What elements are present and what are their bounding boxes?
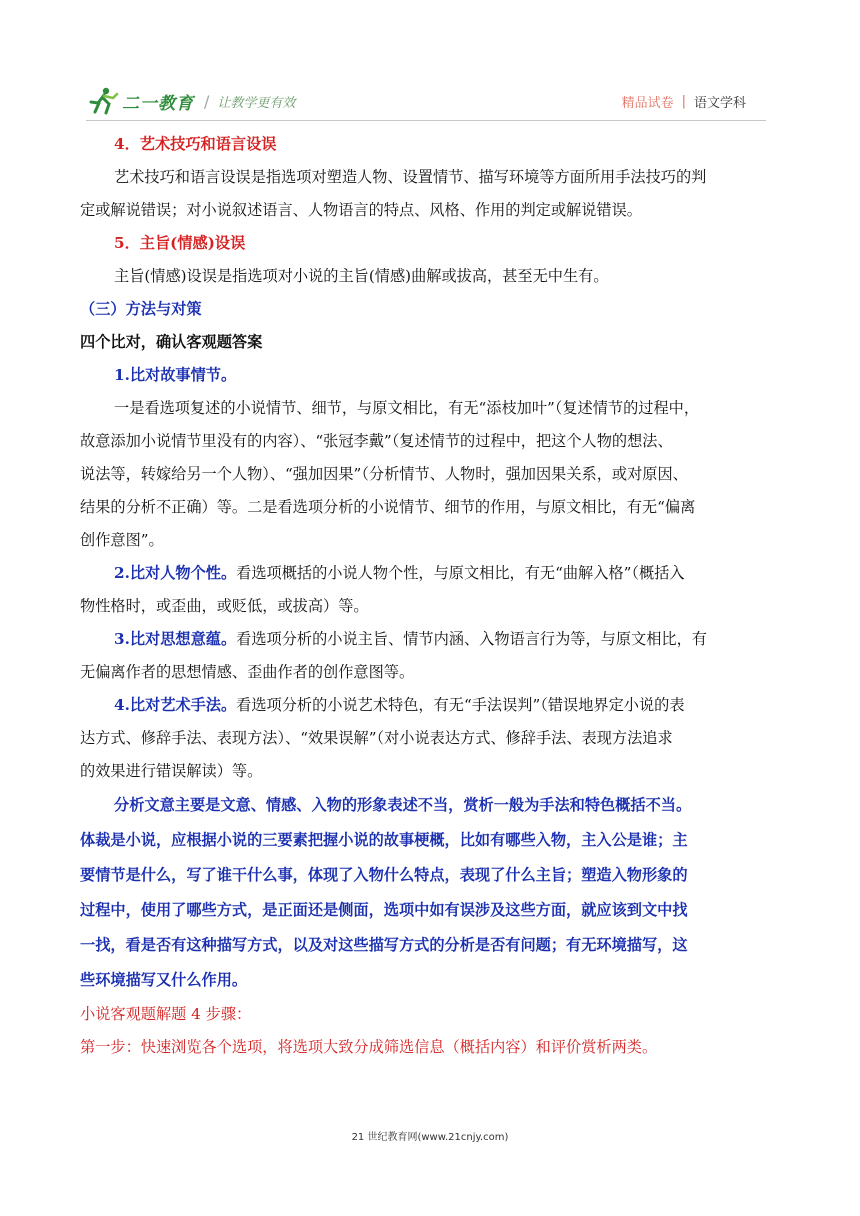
paragraph-line: 的效果进行错误解读）等。 bbox=[80, 762, 263, 780]
compare-2-line bbox=[80, 557, 770, 590]
compare-4-line bbox=[80, 689, 770, 722]
logo-name: 二一教育 bbox=[122, 93, 194, 114]
paragraph-line: 无偏离作者的思想情感、歪曲作者的创作意图等。 bbox=[80, 663, 415, 681]
compare-4-text: 看选项分析的小说艺术特色，有无“手法误判”（错误地界定小说的表 bbox=[236, 696, 685, 714]
header-divider: | bbox=[681, 94, 686, 109]
page-header bbox=[86, 80, 766, 120]
paragraph-line: 故意添加小说情节里没有的内容）、“张冠李戴”（复述情节的过程中，把这个人物的想法、 bbox=[80, 432, 673, 450]
logo-separator: / bbox=[204, 91, 210, 111]
compare-3-line bbox=[80, 623, 770, 656]
logo-slogan: 让教学更有效 bbox=[217, 95, 296, 111]
paragraph-line: 艺术技巧和语言设误是指选项对塑造人物、设置情节、描写环境等方面所用手法技巧的判 bbox=[114, 168, 707, 186]
compare-1-heading: 1.比对故事情节。 bbox=[114, 366, 237, 384]
subheading: 四个比对，确认客观题答案 bbox=[80, 333, 263, 351]
section-4-heading: 4．艺术技巧和语言设误 bbox=[114, 135, 277, 153]
summary-line: 分析文意主要是文意、情感、入物的形象表述不当，赏析一般为手法和特色概括不当。 bbox=[114, 796, 692, 814]
paragraph-line: 说法等，转嫁给另一个人物）、“强加因果”（分析情节、人物时，强加因果关系，或对原因、 bbox=[80, 465, 688, 483]
compare-2-label: 2.比对人物个性。 bbox=[114, 564, 237, 582]
section-3-heading: （三）方法与对策 bbox=[80, 300, 202, 318]
compare-2-text: 看选项概括的小说人物个性，与原文相比，有无“曲解入格”（概括入 bbox=[236, 564, 685, 582]
running-man-icon bbox=[86, 86, 120, 116]
header-rule bbox=[86, 120, 766, 121]
subject-label: 语文学科 bbox=[693, 96, 746, 111]
step-1-line: 第一步：快速浏览各个选项，将选项大致分成筛选信息（概括内容）和评价赏析两类。 bbox=[80, 1038, 658, 1056]
paragraph-line: 主旨(情感)设误是指选项对小说的主旨(情感)曲解或拔高，甚至无中生有。 bbox=[114, 267, 609, 285]
section-5-heading: 5．主旨(情感)设误 bbox=[114, 234, 246, 252]
compare-4-label: 4.比对艺术手法。 bbox=[114, 696, 237, 714]
paragraph-line: 结果的分析不正确）等。二是看选项分析的小说情节、细节的作用，与原文相比，有无“偏离 bbox=[80, 498, 696, 516]
summary-line: 些环境描写又什么作用。 bbox=[80, 971, 248, 989]
paragraph-line: 物性格时，或歪曲，或贬低，或拔高）等。 bbox=[80, 597, 369, 615]
summary-line: 过程中，使用了哪些方式，是正面还是侧面，选项中如有误涉及这些方面，就应该到文中找 bbox=[80, 901, 688, 919]
site-logo[interactable] bbox=[86, 86, 295, 116]
compare-3-text: 看选项分析的小说主旨、情节内涵、入物语言行为等，与原文相比，有 bbox=[236, 630, 707, 648]
paragraph-line: 定或解说错误；对小说叙述语言、人物语言的特点、风格、作用的判定或解说错误。 bbox=[80, 201, 642, 219]
page-footer: 21 世纪教育网(www.21cnjy.com) bbox=[351, 1132, 509, 1143]
compare-3-label: 3.比对思想意蕴。 bbox=[114, 630, 237, 648]
paragraph-line: 一是看选项复述的小说情节、细节，与原文相比，有无“添枝加叶”（复述情节的过程中， bbox=[114, 399, 700, 417]
summary-line: 一找，看是否有这种描写方式，以及对这些描写方式的分析是否有问题；有无环境描写，这 bbox=[80, 936, 688, 954]
premium-label: 精品试卷 bbox=[621, 96, 674, 111]
summary-line: 体裁是小说，应根据小说的三要素把握小说的故事梗概，比如有哪些入物，主入公是谁；主 bbox=[80, 831, 688, 849]
document-body bbox=[80, 128, 770, 1064]
summary-line: 要情节是什么，写了谁干什么事，体现了入物什么特点，表现了什么主旨；塑造入物形象的 bbox=[80, 866, 688, 884]
steps-heading: 小说客观题解题 4 步骤： bbox=[80, 1005, 252, 1023]
paragraph-line: 达方式、修辞手法、表现方法）、“效果误解”（对小说表达方式、修辞手法、表现方法追求 bbox=[80, 729, 673, 747]
header-tags bbox=[622, 92, 746, 111]
paragraph-line: 创作意图”。 bbox=[80, 531, 164, 549]
